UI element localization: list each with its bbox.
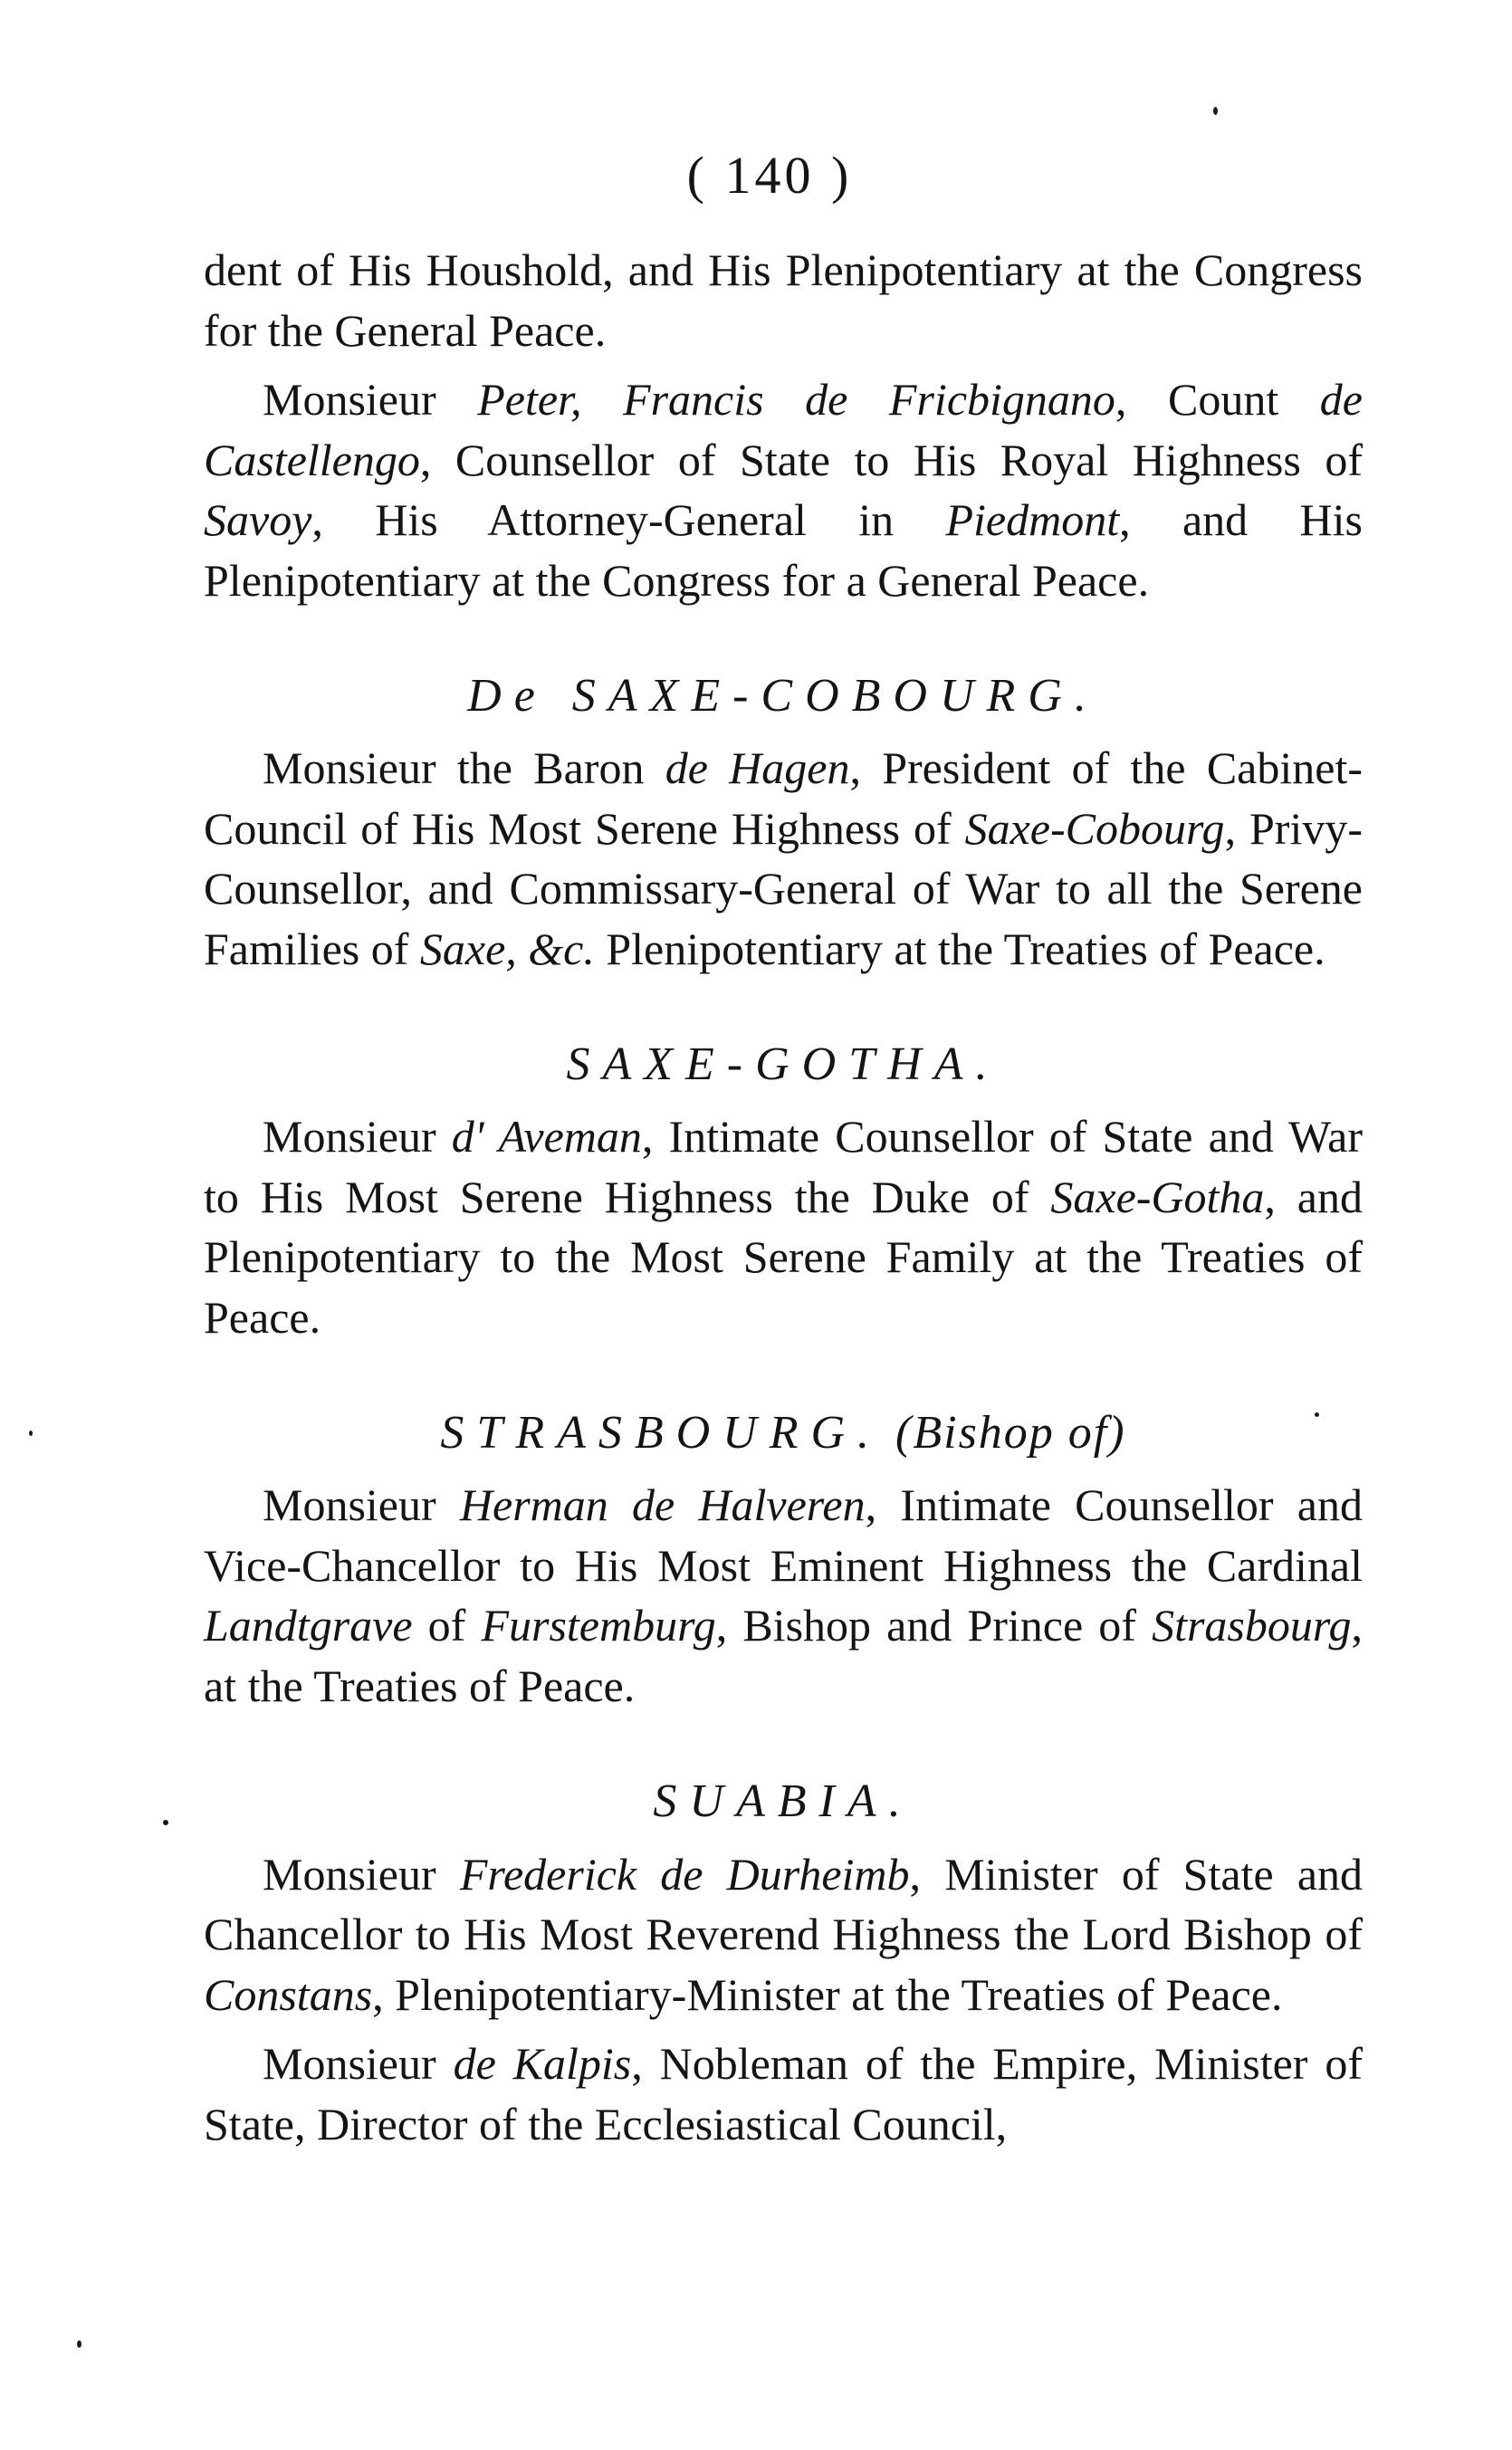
paragraph: [204, 1106, 1363, 1347]
paragraph-text: Monsieur: [263, 2038, 454, 2090]
italic-name-text: Piedmont: [945, 494, 1120, 545]
paragraph-text: , Plenipotentiary-Minister at the Treaties of Peace.: [372, 1968, 1283, 2020]
italic-name-text: Landtgrave: [204, 1600, 413, 1651]
italic-name-text: Herman de Halveren: [459, 1479, 866, 1531]
ink-speck: [29, 1431, 33, 1436]
italic-name-text: Constans: [204, 1968, 373, 2020]
section-heading: [204, 1033, 1363, 1096]
paragraph-text: Monsieur: [263, 374, 478, 425]
paragraph-text: , Counsellor of State to His Royal Highness of: [419, 434, 1363, 485]
paragraph: [204, 1475, 1363, 1716]
section-heading-text: De SAXE-COBOURG.: [467, 670, 1099, 722]
page-number: ( 140 ): [686, 146, 853, 205]
paragraph-text: , Privy-Counsellor, and Commissary-General of War to all the Serene Families of: [204, 802, 1363, 974]
paragraph-text: Monsieur: [263, 1479, 460, 1531]
italic-name-text: Furstemburg: [481, 1600, 716, 1651]
paragraph-text: dent of His Houshold, and His Plenipotentiary at the Congress for the General Peace.: [204, 244, 1363, 356]
paragraph-text: of: [412, 1600, 482, 1651]
paragraph-text: , and Plenipotentiary to the Most Serene Family at the Treaties of Peace.: [204, 1171, 1363, 1343]
ink-speck: [163, 1820, 168, 1825]
paragraph-text: , Nobleman of the Empire, Minister of State, Director of the Ecclesiastical Council,: [204, 2038, 1363, 2149]
paragraph-text: Monsieur: [263, 1848, 460, 1900]
paragraph-text: Monsieur: [263, 1111, 452, 1163]
page-body: [204, 240, 1363, 2163]
section-heading-text: STRASBOURG.: [440, 1407, 883, 1459]
italic-name-text: Peter, Francis de Fricbignano: [477, 374, 1115, 425]
paragraph-text: Plenipotentiary at the Treaties of Peace.: [594, 923, 1325, 974]
italic-name-text: de Castellengo: [204, 374, 1363, 485]
section-heading: [204, 1402, 1363, 1464]
italic-name-text: de Hagen: [665, 742, 850, 794]
paragraph: [204, 738, 1363, 979]
section-heading-text: SUABIA.: [653, 1775, 914, 1828]
paragraph-text: , Count: [1115, 374, 1320, 425]
paragraph-text: , Minister of State and Chancellor to His Most Reverend Highness the Lord Bishop of: [204, 1848, 1364, 1960]
paragraph: [204, 240, 1363, 360]
section-heading: [204, 1770, 1363, 1833]
italic-name-text: d' Aveman: [451, 1111, 642, 1163]
paragraph: [204, 2034, 1363, 2154]
section-heading: [204, 665, 1363, 727]
italic-name-text: Strasbourg: [1152, 1600, 1352, 1651]
italic-name-text: Saxe, &c.: [419, 923, 595, 974]
ink-speck: [1315, 1412, 1319, 1417]
paragraph-text: , at the Treaties of Peace.: [204, 1600, 1363, 1711]
section-heading-text: SAXE-GOTHA.: [566, 1038, 1000, 1091]
paragraph-text: Monsieur the Baron: [263, 742, 665, 794]
italic-name-text: Saxe-Gotha: [1050, 1171, 1265, 1222]
paragraph-text: , Bishop and Prince of: [715, 1600, 1153, 1651]
ink-speck: [77, 2340, 81, 2348]
section-heading-suffix: (Bishop of): [882, 1407, 1126, 1459]
italic-name-text: Frederick de Durheimb: [459, 1848, 910, 1900]
ink-speck: [1213, 107, 1218, 115]
paragraph-text: , Intimate Counsellor of State and War to His Most Serene Highness the Duke of: [204, 1111, 1363, 1222]
paragraph-text: , Intimate Counsellor and Vice-Chancellor to His Most Eminent Highness the Cardinal: [204, 1479, 1364, 1591]
paragraph-text: , His Attorney-General in: [311, 494, 946, 545]
paragraph: [204, 369, 1363, 610]
italic-name-text: Savoy: [204, 494, 312, 545]
paragraph-text: , and His Plenipotentiary at the Congress for a General Peace.: [204, 494, 1363, 606]
paragraph: [204, 1844, 1363, 2025]
italic-name-text: Saxe-Cobourg: [964, 802, 1225, 854]
italic-name-text: de Kalpis: [453, 2038, 632, 2090]
paragraph-text: , President of the Cabinet-Council of His Most Serene Highness of: [204, 742, 1363, 854]
